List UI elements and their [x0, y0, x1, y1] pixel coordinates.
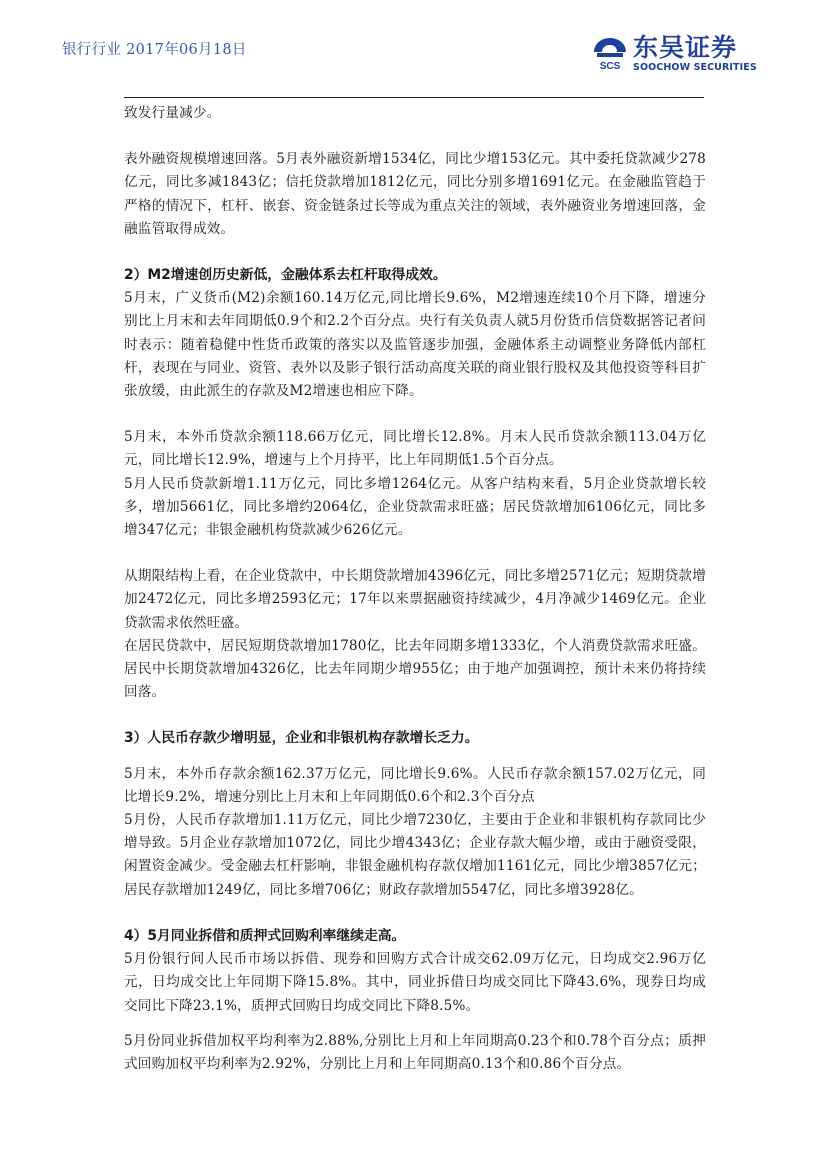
paragraph-6: 从期限结构上看，在企业贷款中，中长期贷款增加4396亿元，同比多增2571亿元；短期贷款增加2472亿元，同比多增2593亿元；17年以来票据融资持续减少，4月净减少1469亿元。企业贷款需求依然旺盛。	[124, 568, 706, 631]
paragraph-4: 5月末，本外币贷款余额118.66万亿元，同比增长12.8%。月末人民币贷款余额113.04万亿元，同比增长12.9%，增速与上个月持平，比上年同期低1.5个百分点。	[124, 429, 706, 469]
paragraph-3: 5月末，广义货币(M2)余额160.14万亿元,同比增长9.6%，M2增速连续10个月下降，增速分别比上月末和去年同期低0.9个和2.2个百分点。央行有关负责人就5月份货币信贷数据答记者问时表示：随着稳健中性货币政策的落实以及监管逐步加强，金融体系主动调整业务降低内部杠杆，表现在与同业、资管、表外以及影子银行活动高度关联的商业银行股权及其他投资等科目扩张放缓，由此派生的存款及M2增速也相应下降。	[124, 290, 706, 400]
scs-logo-icon	[591, 36, 629, 72]
report-header-title: 银行行业 2017年06月18日	[62, 42, 247, 58]
paragraph-1: 致发行量减少。	[124, 105, 221, 121]
paragraph-11: 5月份同业拆借加权平均利率为2.88%,分别比上月和上年同期高0.23个和0.78个百分点；质押式回购加权平均利率为2.92%，分别比上月和上年同期高0.13个和0.86个百分点。	[124, 1032, 706, 1072]
paragraph-10: 5月份银行间人民币市场以拆借、现券和回购方式合计成交62.09万亿元，日均成交2.96万亿元，日均成交比上年同期下降15.8%。其中，同业拆借日均成交同比下降43.6%，现券日均成交同比下降23.1%，质押式回购日均成交同比下降8.5%。	[124, 951, 706, 1014]
section-heading-4: 4）5月同业拆借和质押式回购利率继续走高。	[124, 927, 406, 944]
paragraph-9: 5月份，人民币存款增加1.11万亿元，同比少增7230亿，主要由于企业和非银机构存款同比少增导致。5月企业存款增加1072亿，同比少增4343亿；企业存款大幅少增，或由于融资受限，闲置资金减少。受金融去杠杆影响，非银金融机构存款仅增加1161亿元，同比少增3857亿元；居民存款增加1249亿，同比多增706亿；财政存款增加5547亿，同比多增3928亿。	[124, 812, 706, 898]
paragraph-7: 在居民贷款中，居民短期贷款增加1780亿，比去年同期多增1333亿，个人消费贷款需求旺盛。居民中长期贷款增加4326亿，比去年同期少增955亿；由于地产加强调控，预计未来仍将持续回落。	[124, 637, 706, 701]
paragraph-8: 5月末，本外币存款余额162.37万亿元，同比增长9.6%。人民币存款余额157.02万亿元，同比增长9.2%，增速分别比上月末和上年同期低0.6个和2.3个百分点	[124, 765, 706, 805]
logo-english-name: SOOCHOW SECURITIES	[633, 62, 757, 73]
section-heading-2: 2）M2增速创历史新低，金融体系去杠杆取得成效。	[124, 267, 447, 284]
report-body	[124, 102, 706, 1076]
section-heading-3: 3）人民币存款少增明显，企业和非银机构存款增长乏力。	[124, 730, 479, 747]
logo-chinese-name: 东吴证券	[633, 33, 738, 62]
header-divider	[124, 97, 704, 98]
paragraph-5: 5月人民币贷款新增1.11万亿元，同比多增1264亿元。从客户结构来看，5月企业贷款增长较多，增加5661亿，同比多增约2064亿，企业贷款需求旺盛；居民贷款增加6106亿元，同比多增347亿元；非银金融机构贷款减少626亿元。	[124, 475, 706, 539]
paragraph-2: 表外融资规模增速回落。5月表外融资新增1534亿，同比少增153亿元。其中委托贷款减少278亿元，同比多减1843亿；信托贷款增加1812亿元，同比分别多增1691亿元。在金融监管趋于严格的情况下，杠杆、嵌套、资金链条过长等成为重点关注的领域，表外融资业务增速回落，金融监管取得成效。	[124, 151, 706, 237]
logo-mark-text: SCS	[599, 61, 621, 72]
company-logo	[591, 34, 761, 74]
